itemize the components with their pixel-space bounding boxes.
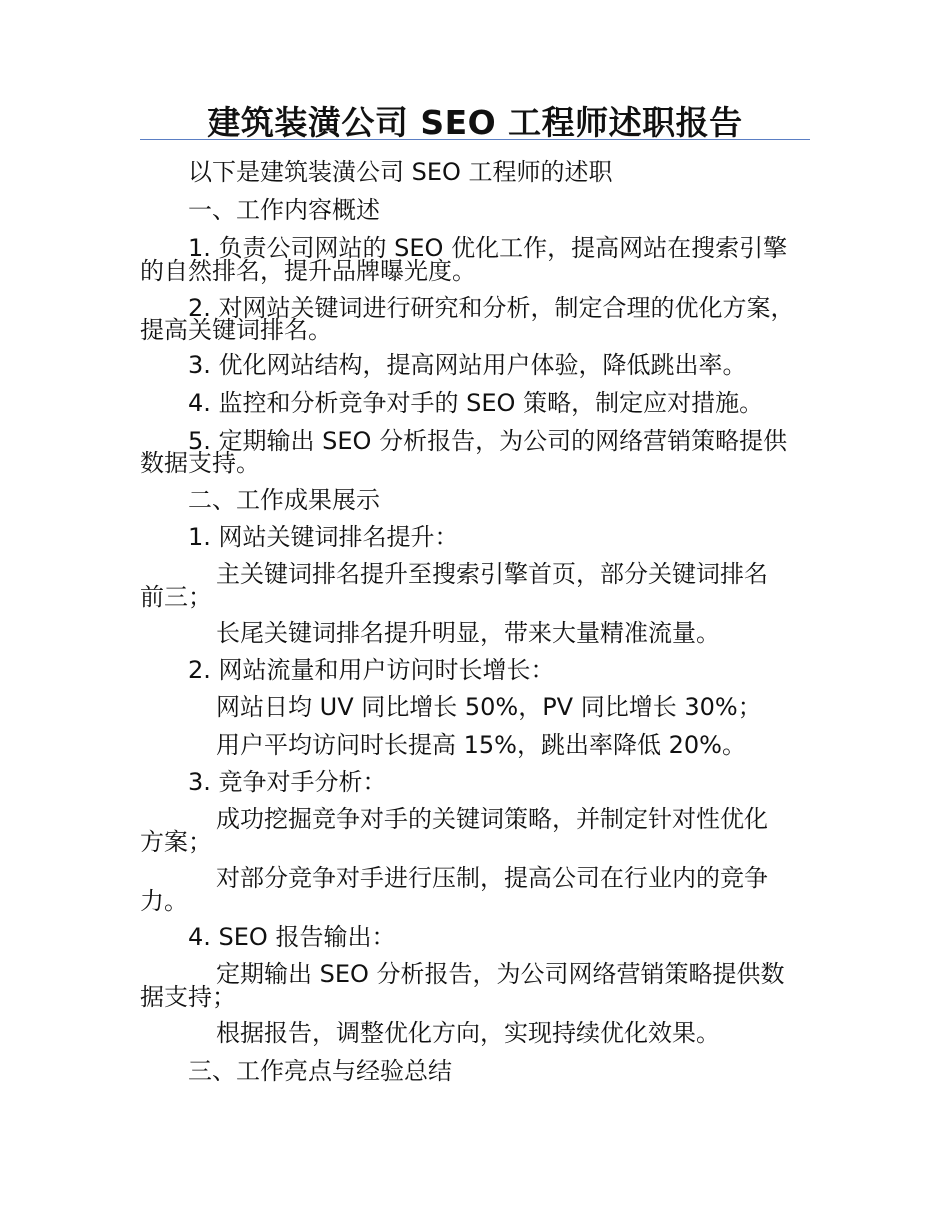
result-line-continuation: 方案；: [140, 828, 212, 856]
list-item: 1. 负责公司网站的 SEO 优化工作，提高网站在搜索引擎: [188, 234, 788, 262]
title-underline: [140, 139, 810, 140]
list-item: 4. 监控和分析竞争对手的 SEO 策略，制定应对措施。: [188, 389, 764, 417]
list-item-continuation: 数据支持。: [140, 449, 260, 477]
intro-text: 以下是建筑装潢公司 SEO 工程师的述职: [188, 158, 613, 186]
result-line: 根据报告，调整优化方向，实现持续优化效果。: [216, 1019, 720, 1047]
result-line: 网站日均 UV 同比增长 50%，PV 同比增长 30%；: [216, 693, 762, 721]
subsection-heading: 2. 网站流量和用户访问时长增长：: [188, 656, 555, 684]
result-line: 定期输出 SEO 分析报告，为公司网络营销策略提供数: [216, 960, 785, 988]
subsection-heading: 3. 竞争对手分析：: [188, 768, 387, 796]
list-item: 5. 定期输出 SEO 分析报告，为公司的网络营销策略提供: [188, 427, 788, 455]
subsection-heading: 1. 网站关键词排名提升：: [188, 523, 459, 551]
result-line: 用户平均访问时长提高 15%，跳出率降低 20%。: [216, 731, 746, 759]
section-heading: 一、工作内容概述: [188, 196, 380, 224]
list-item: 2. 对网站关键词进行研究和分析，制定合理的优化方案，: [188, 294, 795, 322]
list-item-continuation: 的自然排名，提升品牌曝光度。: [140, 257, 476, 285]
result-line: 对部分竞争对手进行压制，提高公司在行业内的竞争: [216, 864, 768, 892]
section-heading: 二、工作成果展示: [188, 486, 380, 514]
list-item-continuation: 提高关键词排名。: [140, 316, 332, 344]
result-line-continuation: 前三；: [140, 583, 212, 611]
document-title: 建筑装潢公司 SEO 工程师述职报告: [207, 103, 743, 142]
subsection-heading: 4. SEO 报告输出：: [188, 923, 396, 951]
section-heading: 三、工作亮点与经验总结: [188, 1057, 452, 1085]
result-line-continuation: 据支持；: [140, 983, 236, 1011]
result-line: 主关键词排名提升至搜索引擎首页，部分关键词排名: [216, 560, 768, 588]
result-line: 成功挖掘竞争对手的关键词策略，并制定针对性优化: [216, 805, 768, 833]
result-line-continuation: 力。: [140, 887, 188, 915]
list-item: 3. 优化网站结构，提高网站用户体验，降低跳出率。: [188, 351, 747, 379]
result-line: 长尾关键词排名提升明显，带来大量精准流量。: [216, 619, 720, 647]
